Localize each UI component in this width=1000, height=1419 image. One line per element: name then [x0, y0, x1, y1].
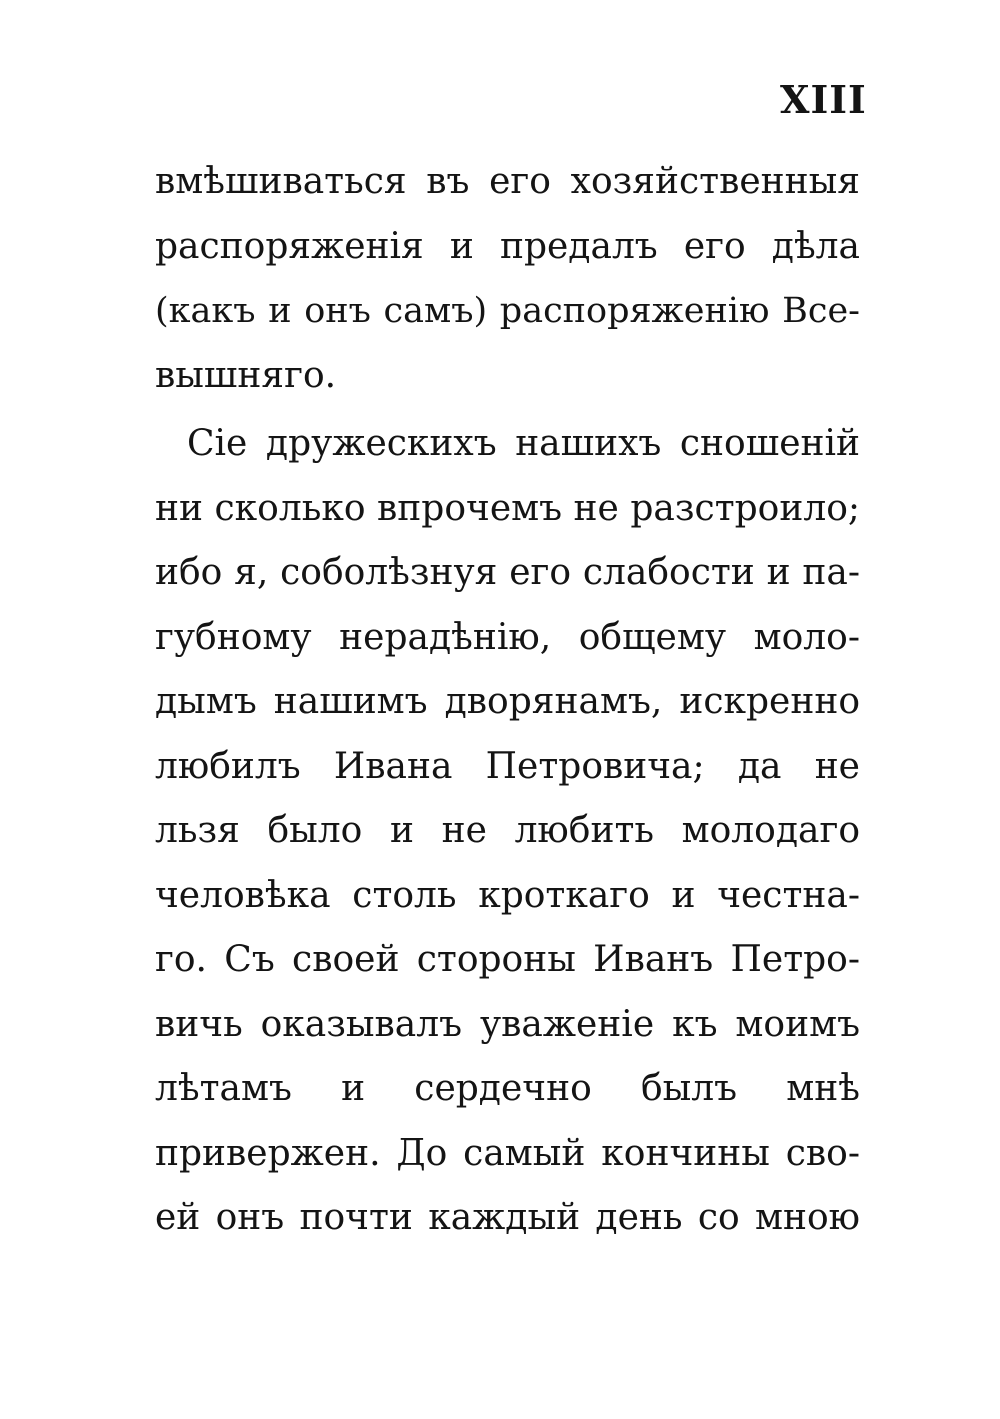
text-line: го. Съ своей стороны Иванъ Петро-	[155, 939, 860, 980]
text-line: (какъ и онъ самъ) распоряженію Все-	[155, 291, 860, 331]
text-line: любилъ Ивана Петровича; да не	[155, 745, 860, 787]
text-line: распоряженія и предалъ его дѣла	[155, 225, 860, 267]
text-line: человѣка столь кроткаго и честна-	[155, 874, 860, 916]
text-line: ибо я, соболѣзнуя его слабости и па-	[155, 552, 860, 593]
text-line: льзя было и не любить молодаго	[155, 810, 860, 851]
text-line: губному нерадѣнію, общему моло-	[155, 616, 860, 658]
text-line: привержен. До самый кончины сво-	[155, 1132, 860, 1174]
text-line: ей онъ почти каждый день со мною	[155, 1197, 860, 1238]
text-line: вышняго.	[155, 354, 337, 396]
page-number: XIII	[780, 77, 867, 122]
text-line: вичь оказывалъ уваженіе къ моимъ	[155, 1003, 860, 1045]
text-line: ни сколько впрочемъ не разстроило;	[155, 487, 860, 529]
text-line: вмѣшиваться въ его хозяйственныя	[155, 161, 860, 202]
text-line: дымъ нашимъ дворянамъ, искренно	[155, 681, 860, 722]
text-line: лѣтамъ и сердечно былъ мнѣ	[155, 1068, 860, 1109]
text-line: Сіе дружескихъ нашихъ сношеній	[187, 423, 860, 464]
body-text	[155, 150, 860, 1251]
